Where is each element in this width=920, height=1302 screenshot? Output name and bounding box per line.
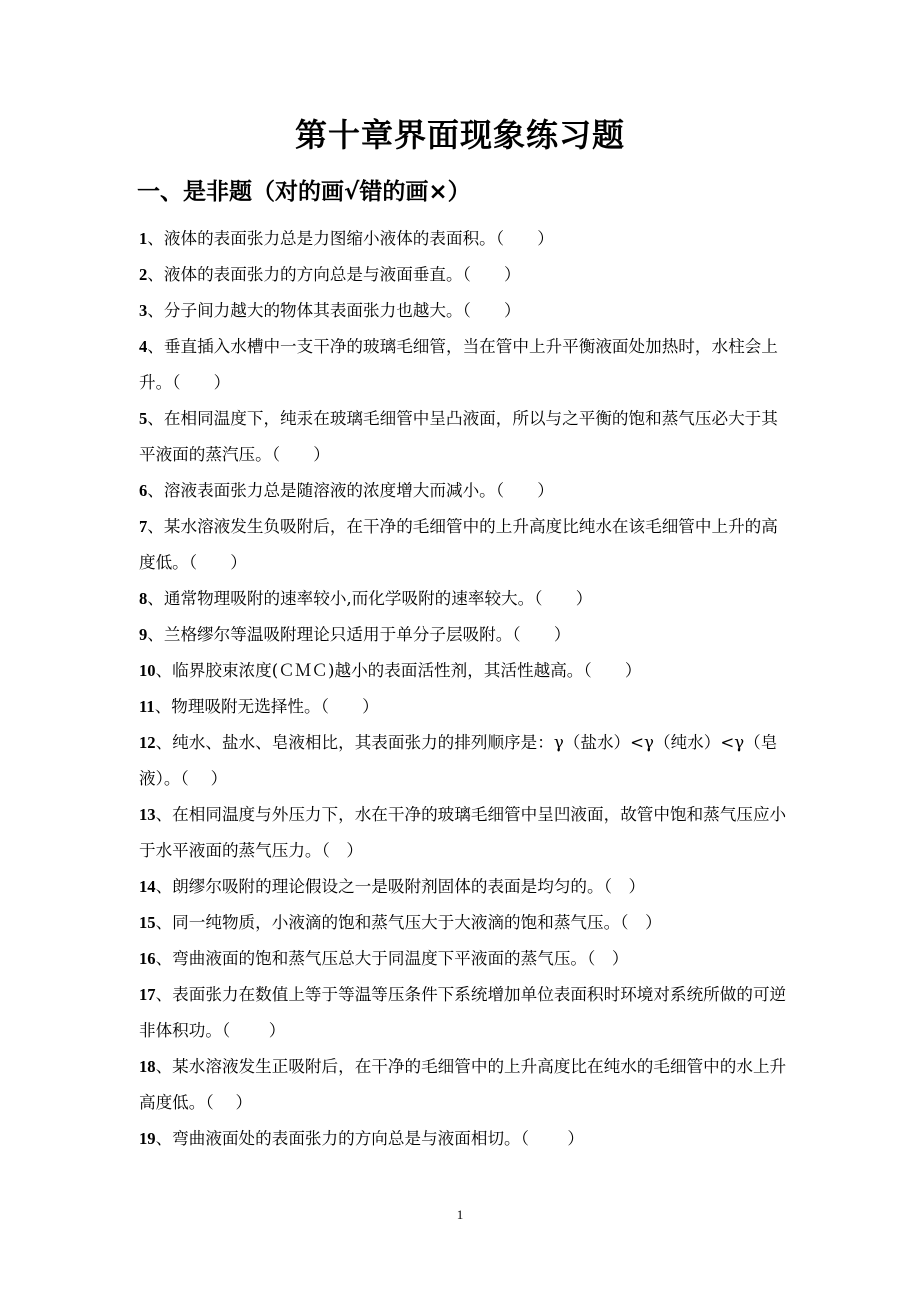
question-number: 10: [139, 661, 156, 680]
question-text: 、在相同温度下，纯汞在玻璃毛细管中呈凸液面，所以与之平衡的饱和蒸气压必大于其平液面的蒸汽压。（ ）: [139, 409, 778, 464]
question-text: 、弯曲液面的饱和蒸气压总大于同温度下平液面的蒸气压。（ ）: [155, 949, 629, 968]
question-text: 、朗缪尔吸附的理论假设之一是吸附剂固体的表面是均匀的。（ ）: [155, 877, 646, 896]
question-number: 17: [139, 985, 156, 1004]
question-list: [139, 221, 787, 1157]
question-item: [139, 581, 787, 617]
question-text: 、液体的表面张力的方向总是与液面垂直。（ ）: [147, 265, 521, 284]
question-text: 、某水溶液发生正吸附后，在干净的毛细管中的上升高度比在纯水的毛细管中的水上升高度低。（ ）: [139, 1057, 787, 1112]
question-text: 、液体的表面张力总是力图缩小液体的表面积。（ ）: [147, 229, 554, 248]
question-text: 、表面张力在数值上等于等温等压条件下系统增加单位表面积时环境对系统所做的可逆非体积功。（ ）: [139, 985, 787, 1040]
question-number: 9: [139, 625, 148, 644]
section-heading: 一、是非题（对的画√错的画×）: [137, 179, 471, 205]
question-number: 16: [139, 949, 156, 968]
question-text: 、在相同温度与外压力下，水在干净的玻璃毛细管中呈凹液面，故管中饱和蒸气压应小于水平液面的蒸气压力。（ ）: [139, 805, 787, 860]
question-item: [139, 689, 787, 725]
question-number: 18: [139, 1057, 156, 1076]
question-number: 11: [139, 697, 155, 716]
question-item: [139, 257, 787, 293]
question-item: [139, 869, 787, 905]
question-item: [139, 941, 787, 977]
question-item: [139, 509, 787, 581]
question-number: 19: [139, 1129, 156, 1148]
question-number: 12: [139, 733, 156, 752]
question-item: [139, 1049, 787, 1121]
question-text: 、同一纯物质，小液滴的饱和蒸气压大于大液滴的饱和蒸气压。（ ）: [155, 913, 662, 932]
question-text: 、兰格缪尔等温吸附理论只适用于单分子层吸附。（ ）: [147, 625, 571, 644]
document-title: 第十章界面现象练习题: [294, 116, 625, 154]
question-number: 1: [139, 229, 148, 248]
question-text: 、纯水、盐水、皂液相比，其表面张力的排列顺序是：γ（盐水）<γ（纯水）<γ（皂液）。（ ）: [139, 733, 778, 788]
question-item: [139, 653, 787, 689]
question-number: 6: [139, 481, 148, 500]
question-number: 14: [139, 877, 156, 896]
question-text: 、某水溶液发生负吸附后，在干净的毛细管中的上升高度比纯水在该毛细管中上升的高度低。（ ）: [139, 517, 778, 572]
question-text: 、物理吸附无选择性。（ ）: [154, 697, 379, 716]
question-item: [139, 473, 787, 509]
question-item: [139, 905, 787, 941]
question-number: 4: [139, 337, 148, 356]
question-number: 15: [139, 913, 156, 932]
question-item: [139, 401, 787, 473]
question-item: [139, 221, 787, 257]
question-text: 、临界胶束浓度(ＣＭＣ)越小的表面活性剂，其活性越高。（ ）: [155, 661, 642, 680]
question-number: 13: [139, 805, 156, 824]
question-number: 3: [139, 301, 148, 320]
question-number: 7: [139, 517, 148, 536]
question-number: 8: [139, 589, 148, 608]
question-text: 、弯曲液面处的表面张力的方向总是与液面相切。（ ）: [155, 1129, 585, 1148]
question-item: [139, 977, 787, 1049]
question-item: [139, 329, 787, 401]
question-item: [139, 797, 787, 869]
question-text: 、溶液表面张力总是随溶液的浓度增大而减小。（ ）: [147, 481, 554, 500]
question-number: 5: [139, 409, 148, 428]
question-text: 、通常物理吸附的速率较小,而化学吸附的速率较大。（ ）: [147, 589, 593, 608]
question-item: [139, 725, 787, 797]
question-text: 、垂直插入水槽中一支干净的玻璃毛细管，当在管中上升平衡液面处加热时，水柱会上升。（ ）: [139, 337, 778, 392]
question-item: [139, 293, 787, 329]
question-number: 2: [139, 265, 148, 284]
question-item: [139, 1121, 787, 1157]
question-item: [139, 617, 787, 653]
question-text: 、分子间力越大的物体其表面张力也越大。（ ）: [147, 301, 521, 320]
page-number: 1: [456, 1207, 464, 1222]
